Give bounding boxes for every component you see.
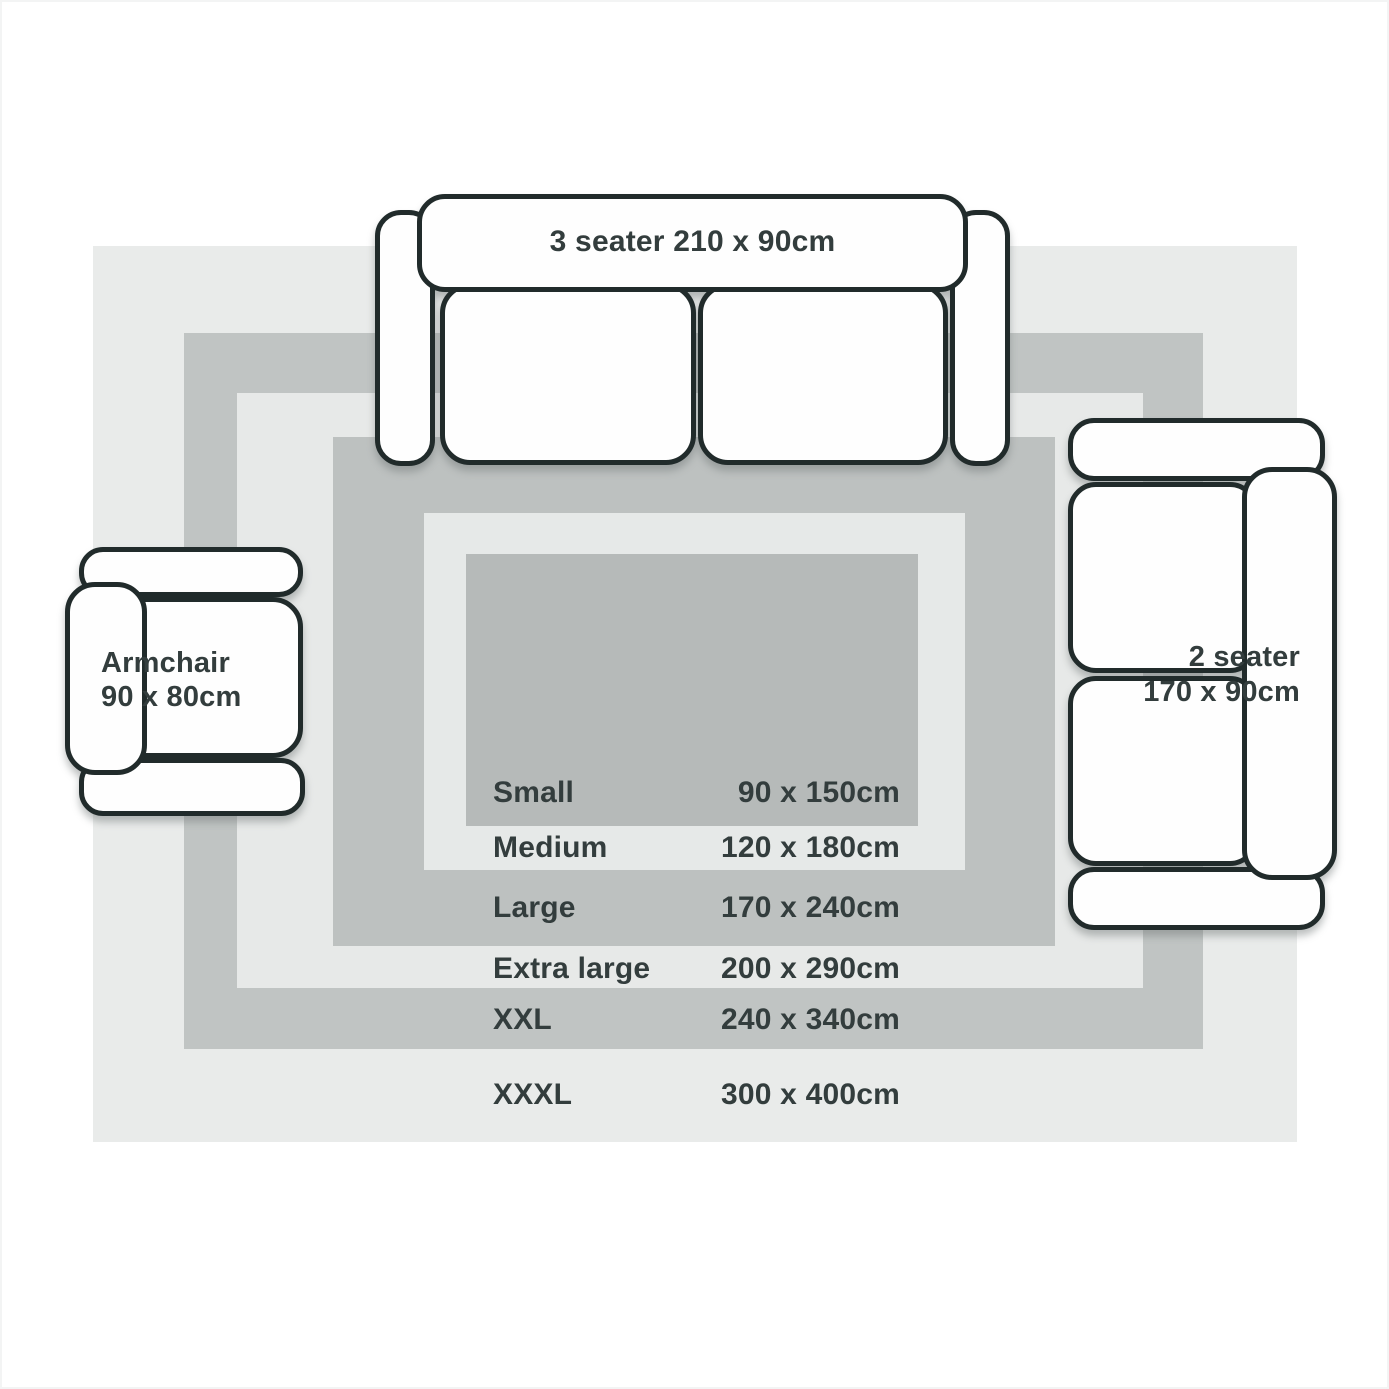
size-dims-large: 170 x 240cm — [720, 891, 900, 924]
size-dims-xxxl: 300 x 400cm — [720, 1078, 900, 1111]
size-name-extra-large: Extra large — [493, 952, 651, 985]
size-name-xxxl: XXXL — [493, 1078, 573, 1111]
sofa2-label-name: 2 seater — [1188, 641, 1300, 673]
size-name-medium: Medium — [493, 831, 608, 864]
size-dims-small: 90 x 150cm — [737, 776, 900, 809]
armchair-label-size: 90 x 80cm — [101, 681, 242, 713]
size-dims-medium: 120 x 180cm — [720, 831, 900, 864]
size-dims-xxl: 240 x 340cm — [720, 1003, 900, 1036]
armchair-label-name: Armchair — [101, 647, 230, 679]
size-name-large: Large — [493, 891, 576, 924]
sofa2-label-size: 170 x 90cm — [1143, 676, 1300, 708]
size-name-small: Small — [493, 776, 575, 809]
size-name-xxl: XXL — [493, 1003, 552, 1036]
size-dims-extra-large: 200 x 290cm — [720, 952, 900, 985]
sofa3-label: 3 seater 210 x 90cm — [549, 225, 836, 258]
sofa2-label — [1143, 640, 1300, 710]
